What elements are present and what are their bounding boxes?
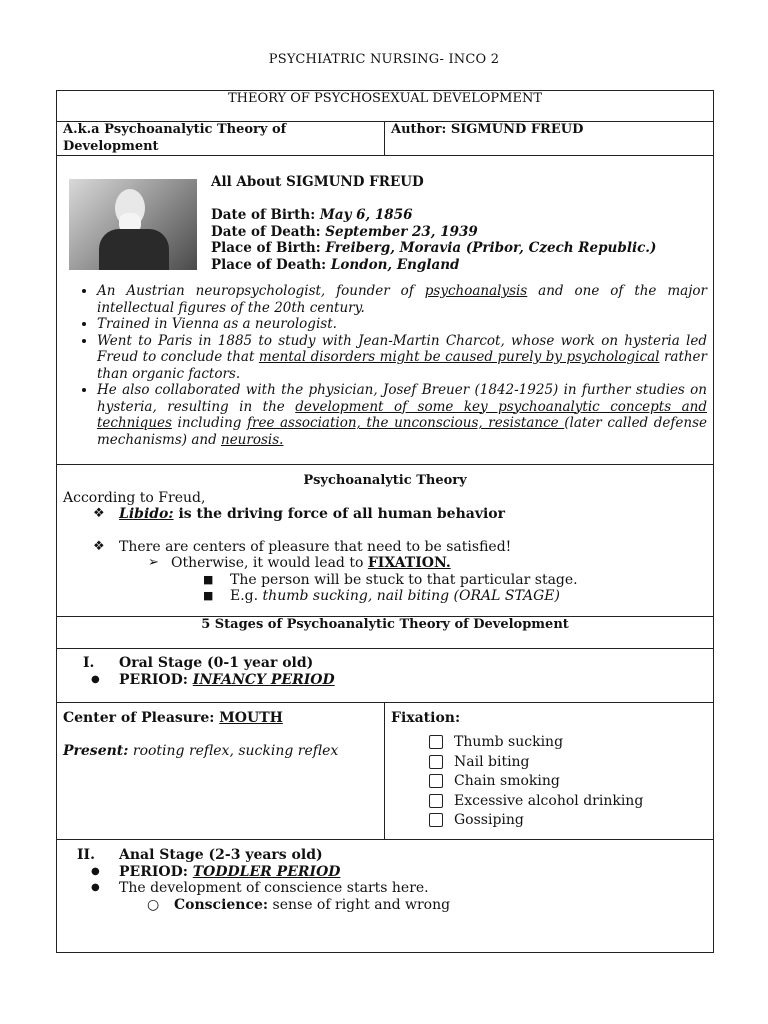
oral-numeral: I. (83, 655, 95, 671)
pob-value: Freiberg, Moravia (Pribor, Czech Republic.) (325, 240, 657, 256)
anal-period: TODDLER PERIOD (192, 863, 341, 880)
fixation-checklist (429, 733, 707, 831)
bio-bullet-list (63, 283, 707, 448)
pod-value: London, England (330, 256, 460, 273)
diamond-bullet-icon: ❖ (93, 538, 105, 554)
checkbox-icon[interactable] (429, 755, 443, 769)
stages-heading: 5 Stages of Psychoanalytic Theory of Development (57, 617, 714, 649)
round-bullet-icon: ● (91, 865, 100, 877)
diamond-bullet-icon: ❖ (93, 506, 105, 521)
page-header: PSYCHIATRIC NURSING- INCO 2 (268, 52, 500, 67)
arrow-bullet-icon: ➢ (148, 555, 159, 570)
fixation-item[interactable]: Chain smoking (429, 772, 707, 792)
about-heading: All About SIGMUND FREUD (211, 174, 424, 190)
checkbox-icon[interactable] (429, 735, 443, 749)
square-bullet-icon: ■ (203, 572, 214, 586)
fixation-label: Fixation: (391, 710, 461, 726)
oral-stage-cell: I. Oral Stage (0-1 year old) ● PERIOD: INFANCY PERIOD (57, 649, 714, 703)
notes-table (56, 90, 714, 953)
conscience-development: The development of conscience starts here. (119, 880, 429, 896)
fixation-term: FIXATION. (367, 555, 451, 571)
checkbox-icon[interactable] (429, 813, 443, 827)
freud-portrait-image (69, 179, 197, 270)
bio-bullet: • Trained in Vienna as a neurologist. (97, 316, 707, 333)
bio-bullet: • He also collaborated with the physician, Josef Breuer (1842-1925) in further studies on hysteria, resulting in the development of some key psychoanalytic concepts and techniques including free association, the unconscious, resistance (later called defense mechanisms) and neurosis. (97, 382, 707, 448)
document-title: THEORY OF PSYCHOSEXUAL DEVELOPMENT (57, 91, 714, 122)
anal-numeral: II. (77, 847, 95, 863)
oral-present-value: rooting reflex, sucking reflex (128, 743, 339, 759)
oral-fixation-cell (385, 703, 714, 840)
bio-bullet: • Went to Paris in 1885 to study with Jean-Martin Charcot, whose work on hysteria led Freud to conclude that mental disorders might be caused purely by psychological rather than organic factors. (97, 333, 707, 383)
freud-bio-cell (57, 156, 714, 465)
fixation-item[interactable]: Excessive alcohol drinking (429, 791, 707, 811)
theory-intro: According to Freud, (63, 489, 206, 506)
dob-value: May 6, 1856 (319, 207, 413, 223)
circle-bullet-icon: ○ (147, 896, 160, 913)
fixation-item[interactable]: Thumb sucking (429, 733, 707, 753)
oral-title: Oral Stage (0-1 year old) (119, 655, 314, 671)
checkbox-icon[interactable] (429, 794, 443, 808)
conscience-definition: sense of right and wrong (268, 896, 451, 913)
square-bullet-icon: ■ (203, 589, 214, 602)
aka-cell: A.k.a Psychoanalytic Theory of Development (57, 122, 385, 156)
bio-bullet: • An Austrian neuropsychologist, founder of psychoanalysis and one of the major intellectual figures of the 20th century. (97, 283, 707, 316)
fixation-item[interactable]: Nail biting (429, 752, 707, 772)
dod-value: September 23, 1939 (325, 223, 478, 240)
oral-period: INFANCY PERIOD (192, 671, 335, 688)
fixation-item[interactable]: Gossiping (429, 811, 707, 831)
freud-facts: All About SIGMUND FREUD Date of Birth: May 6, 1856 Date of Death: September 23, 1939 Place of Birth: Freiberg, Moravia (Pribor, Czech Republic.) Place of Death: London, England (211, 174, 657, 273)
oral-center-cell: Center of Pleasure: MOUTH Present: rooting reflex, sucking reflex (57, 703, 385, 840)
round-bullet-icon: ● (91, 882, 100, 893)
theory-cell: Psychoanalytic Theory According to Freud, ❖ Libido: is the driving force of all human behavior ❖ There are centers of pleasure that need to be satisfied! ➢ Otherwise, it would lead to FIXATION. ■ The person will be stuck to that particular stage. ■ E.g. thumb sucking, nail biting (ORAL STAGE) (57, 465, 714, 617)
theory-heading: Psychoanalytic Theory (303, 473, 467, 488)
checkbox-icon[interactable] (429, 774, 443, 788)
round-bullet-icon: ● (91, 673, 100, 685)
oral-center-value: MOUTH (219, 710, 283, 726)
libido-term: Libido: (119, 506, 174, 522)
anal-stage-cell: II. Anal Stage (2-3 years old) ● PERIOD: TODDLER PERIOD ● The development of conscience starts here. ○ Conscience: sense of right and wrong (57, 840, 714, 953)
anal-title: Anal Stage (2-3 years old) (119, 847, 323, 863)
author-cell: Author: SIGMUND FREUD (385, 122, 714, 156)
